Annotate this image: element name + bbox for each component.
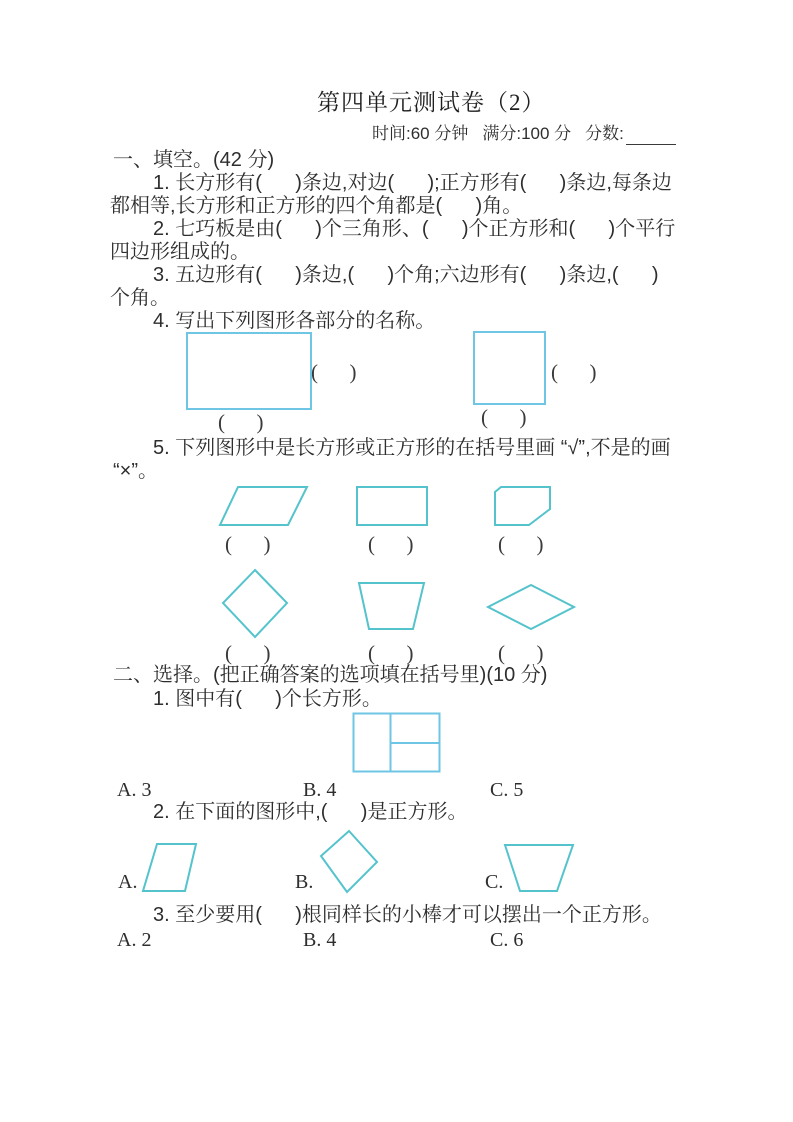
bracket-q5-4: ( ) <box>225 641 271 665</box>
s1-q2-line1: 2. 七巧板是由( )个三角形、( )个正方形和( )个平行 <box>153 218 676 240</box>
bracket-q4-square-side: ( ) <box>551 360 597 384</box>
meta-total-score: 满分:100 分 <box>482 124 572 143</box>
rhombus-figure <box>484 581 578 633</box>
bracket-q5-5: ( ) <box>368 641 414 665</box>
s2-q1-option-a: A. 3 <box>117 779 152 801</box>
s1-q3-line1: 3. 五边形有( )条边,( )个角;六边形有( )条边,( ) <box>153 264 659 286</box>
tilted-square-b-figure <box>317 827 381 896</box>
square-figure <box>473 331 546 405</box>
s2-q2-label-b: B. <box>295 871 314 893</box>
s1-q1-line2: 都相等,长方形和正方形的四个角都是( )角。 <box>110 195 523 217</box>
meta-time: 时间:60 分钟 <box>372 124 469 143</box>
s1-q4-text: 4. 写出下列图形各部分的名称。 <box>153 310 436 332</box>
pentagon-cut-corner-figure <box>491 483 554 529</box>
meta-score-label: 分数: <box>585 124 624 143</box>
s2-q2-label-c: C. <box>485 871 504 893</box>
bracket-q5-1: ( ) <box>225 532 271 556</box>
s2-q1-option-b: B. 4 <box>303 779 337 801</box>
section1-heading: 一、填空。(42 分) <box>113 149 275 171</box>
paper-meta <box>372 122 690 145</box>
s1-q5-line2: “×”。 <box>113 460 158 482</box>
rectangle-figure <box>186 332 312 410</box>
bracket-q5-6: ( ) <box>498 641 544 665</box>
score-blank-line <box>626 128 676 145</box>
s2-q2-text: 2. 在下面的图形中,( )是正方形。 <box>153 801 468 823</box>
s1-q3-line2: 个角。 <box>110 287 170 309</box>
rectangle-small-figure <box>355 483 429 529</box>
bracket-q5-3: ( ) <box>498 532 544 556</box>
s2-q1-text: 1. 图中有( )个长方形。 <box>153 688 382 710</box>
diamond-figure <box>219 566 291 641</box>
s2-q3-option-a: A. 2 <box>117 929 152 951</box>
s1-q1-line1: 1. 长方形有( )条边,对边( );正方形有( )条边,每条边 <box>153 172 672 194</box>
s2-q3-option-c: C. 6 <box>490 929 524 951</box>
divided-rectangle-figure <box>352 712 442 774</box>
bracket-q4-rect-side: ( ) <box>311 360 357 384</box>
trapezoid-figure <box>355 579 428 633</box>
bracket-q4-square-bottom: ( ) <box>481 405 527 429</box>
section2-heading: 二、选择。(把正确答案的选项填在括号里)(10 分) <box>113 664 548 686</box>
parallelogram-figure <box>216 483 311 529</box>
s1-q5-line1: 5. 下列图形中是长方形或正方形的在括号里画 “√”,不是的画 <box>153 437 671 459</box>
parallelogram-a-figure <box>139 840 200 895</box>
s2-q2-label-a: A. <box>118 871 138 893</box>
s2-q3-text: 3. 至少要用( )根同样长的小棒才可以摆出一个正方形。 <box>153 904 662 926</box>
s2-q1-option-c: C. 5 <box>490 779 524 801</box>
trapezoid-c-figure <box>501 841 577 895</box>
s1-q2-line2: 四边形组成的。 <box>110 241 250 263</box>
s2-q3-option-b: B. 4 <box>303 929 337 951</box>
bracket-q5-2: ( ) <box>368 532 414 556</box>
bracket-q4-rect-bottom: ( ) <box>218 410 264 434</box>
page-title: 第四单元测试卷（2） <box>317 90 546 115</box>
